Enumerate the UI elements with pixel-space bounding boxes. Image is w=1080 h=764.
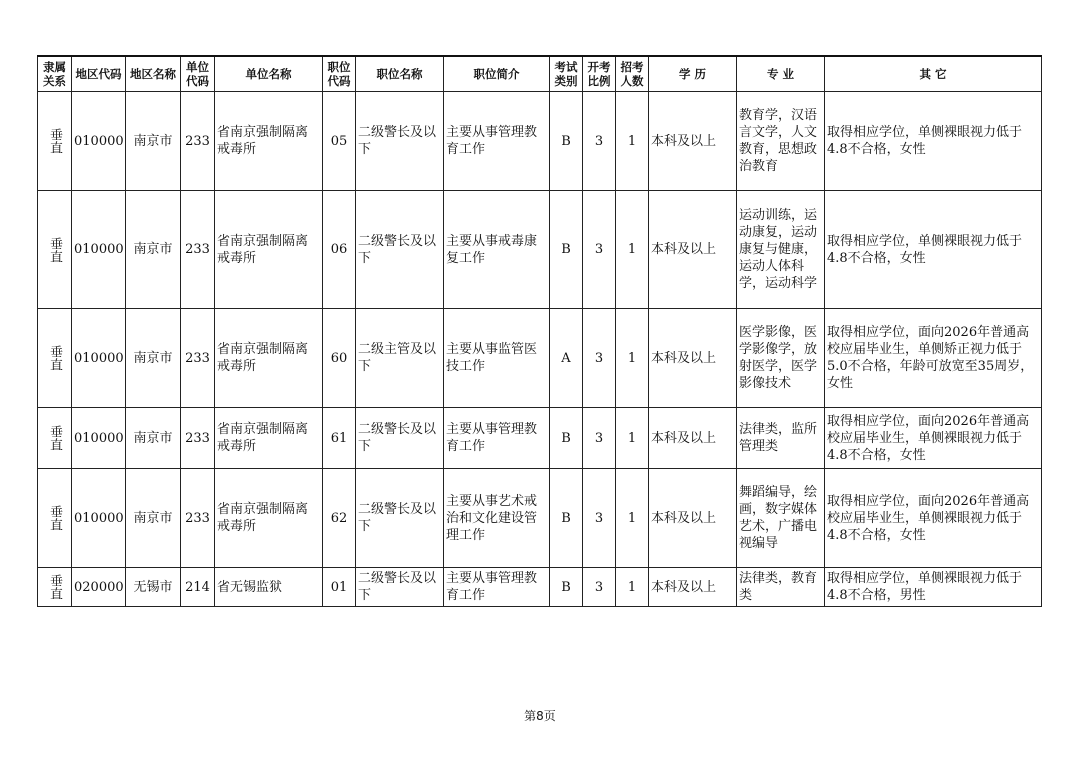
cell-other: 取得相应学位，单侧裸眼视力低于4.8不合格，女性 xyxy=(825,191,1042,309)
cell-post-desc: 主要从事监管医技工作 xyxy=(444,309,550,408)
cell-affiliation: 垂直 xyxy=(38,191,72,309)
table-row xyxy=(38,469,1042,568)
header-major: 专 业 xyxy=(737,56,825,92)
cell-exam-type: B xyxy=(550,408,583,469)
cell-ratio: 3 xyxy=(583,92,616,191)
cell-post-desc: 主要从事管理教育工作 xyxy=(444,92,550,191)
cell-post-code: 01 xyxy=(323,568,356,607)
header-region-name: 地区名称 xyxy=(126,56,181,92)
cell-region-name: 南京市 xyxy=(126,191,181,309)
cell-education: 本科及以上 xyxy=(649,568,737,607)
table-row xyxy=(38,191,1042,309)
cell-post-code: 62 xyxy=(323,469,356,568)
cell-affiliation: 垂直 xyxy=(38,309,72,408)
cell-exam-type: A xyxy=(550,309,583,408)
cell-unit-name: 省南京强制隔离戒毒所 xyxy=(215,191,323,309)
cell-unit-name: 省无锡监狱 xyxy=(215,568,323,607)
cell-count: 1 xyxy=(616,568,649,607)
cell-post-desc: 主要从事管理教育工作 xyxy=(444,568,550,607)
cell-region-code: 010000 xyxy=(72,408,126,469)
header-other: 其 它 xyxy=(825,56,1042,92)
cell-post-name: 二级警长及以下 xyxy=(356,469,444,568)
cell-count: 1 xyxy=(616,191,649,309)
cell-post-desc: 主要从事艺术戒治和文化建设管理工作 xyxy=(444,469,550,568)
cell-ratio: 3 xyxy=(583,408,616,469)
cell-count: 1 xyxy=(616,92,649,191)
cell-region-name: 南京市 xyxy=(126,408,181,469)
cell-other: 取得相应学位，面向2026年普通高校应届毕业生，单侧矫正视力低于5.0不合格，年龄可放宽至35周岁，女性 xyxy=(825,309,1042,408)
header-unit-code: 单位代码 xyxy=(181,56,215,92)
cell-exam-type: B xyxy=(550,568,583,607)
cell-unit-name: 省南京强制隔离戒毒所 xyxy=(215,309,323,408)
cell-unit-code: 233 xyxy=(181,191,215,309)
header-count: 招考人数 xyxy=(616,56,649,92)
cell-education: 本科及以上 xyxy=(649,191,737,309)
cell-region-name: 无锡市 xyxy=(126,568,181,607)
header-post-code: 职位代码 xyxy=(323,56,356,92)
cell-other: 取得相应学位，面向2026年普通高校应届毕业生，单侧裸眼视力低于4.8不合格，女性 xyxy=(825,469,1042,568)
cell-unit-code: 233 xyxy=(181,408,215,469)
header-region-code: 地区代码 xyxy=(72,56,126,92)
cell-education: 本科及以上 xyxy=(649,309,737,408)
cell-affiliation: 垂直 xyxy=(38,92,72,191)
cell-post-desc: 主要从事管理教育工作 xyxy=(444,408,550,469)
cell-post-code: 60 xyxy=(323,309,356,408)
header-post-name: 职位名称 xyxy=(356,56,444,92)
cell-affiliation: 垂直 xyxy=(38,469,72,568)
cell-major: 法律类，监所管理类 xyxy=(737,408,825,469)
cell-ratio: 3 xyxy=(583,309,616,408)
cell-region-name: 南京市 xyxy=(126,309,181,408)
cell-count: 1 xyxy=(616,469,649,568)
page-number: 第8页 xyxy=(524,709,556,723)
cell-region-code: 010000 xyxy=(72,469,126,568)
cell-post-code: 06 xyxy=(323,191,356,309)
header-exam-type: 考试类别 xyxy=(550,56,583,92)
cell-affiliation: 垂直 xyxy=(38,568,72,607)
cell-post-desc: 主要从事戒毒康复工作 xyxy=(444,191,550,309)
cell-ratio: 3 xyxy=(583,469,616,568)
recruitment-table xyxy=(37,55,1042,607)
cell-unit-code: 233 xyxy=(181,309,215,408)
table-row xyxy=(38,408,1042,469)
cell-post-name: 二级警长及以下 xyxy=(356,408,444,469)
cell-post-name: 二级警长及以下 xyxy=(356,568,444,607)
cell-unit-name: 省南京强制隔离戒毒所 xyxy=(215,469,323,568)
header-unit-name: 单位名称 xyxy=(215,56,323,92)
cell-region-code: 020000 xyxy=(72,568,126,607)
cell-region-code: 010000 xyxy=(72,191,126,309)
cell-count: 1 xyxy=(616,408,649,469)
cell-exam-type: B xyxy=(550,191,583,309)
cell-education: 本科及以上 xyxy=(649,408,737,469)
cell-other: 取得相应学位，单侧裸眼视力低于4.8不合格，男性 xyxy=(825,568,1042,607)
header-affiliation: 隶属关系 xyxy=(38,56,72,92)
header-row xyxy=(38,56,1042,92)
header-ratio: 开考比例 xyxy=(583,56,616,92)
cell-region-name: 南京市 xyxy=(126,92,181,191)
cell-post-code: 61 xyxy=(323,408,356,469)
cell-ratio: 3 xyxy=(583,191,616,309)
table-row xyxy=(38,568,1042,607)
table-row xyxy=(38,309,1042,408)
cell-unit-name: 省南京强制隔离戒毒所 xyxy=(215,92,323,191)
cell-other: 取得相应学位，面向2026年普通高校应届毕业生，单侧裸眼视力低于4.8不合格，女性 xyxy=(825,408,1042,469)
cell-region-code: 010000 xyxy=(72,92,126,191)
cell-exam-type: B xyxy=(550,92,583,191)
cell-post-name: 二级警长及以下 xyxy=(356,92,444,191)
cell-exam-type: B xyxy=(550,469,583,568)
header-post-desc: 职位简介 xyxy=(444,56,550,92)
cell-region-code: 010000 xyxy=(72,309,126,408)
cell-major: 法律类，教育类 xyxy=(737,568,825,607)
cell-major: 医学影像，医学影像学，放射医学，医学影像技术 xyxy=(737,309,825,408)
cell-affiliation: 垂直 xyxy=(38,408,72,469)
cell-education: 本科及以上 xyxy=(649,92,737,191)
cell-unit-code: 233 xyxy=(181,469,215,568)
cell-count: 1 xyxy=(616,309,649,408)
cell-post-name: 二级警长及以下 xyxy=(356,191,444,309)
cell-other: 取得相应学位，单侧裸眼视力低于4.8不合格，女性 xyxy=(825,92,1042,191)
cell-major: 教育学，汉语言文学，人文教育，思想政治教育 xyxy=(737,92,825,191)
cell-unit-code: 214 xyxy=(181,568,215,607)
header-education: 学 历 xyxy=(649,56,737,92)
cell-major: 运动训练，运动康复，运动康复与健康，运动人体科学，运动科学 xyxy=(737,191,825,309)
cell-region-name: 南京市 xyxy=(126,469,181,568)
cell-ratio: 3 xyxy=(583,568,616,607)
cell-post-name: 二级主管及以下 xyxy=(356,309,444,408)
cell-education: 本科及以上 xyxy=(649,469,737,568)
cell-post-code: 05 xyxy=(323,92,356,191)
cell-unit-name: 省南京强制隔离戒毒所 xyxy=(215,408,323,469)
cell-major: 舞蹈编导，绘画，数字媒体艺术，广播电视编导 xyxy=(737,469,825,568)
cell-unit-code: 233 xyxy=(181,92,215,191)
table-row xyxy=(38,92,1042,191)
